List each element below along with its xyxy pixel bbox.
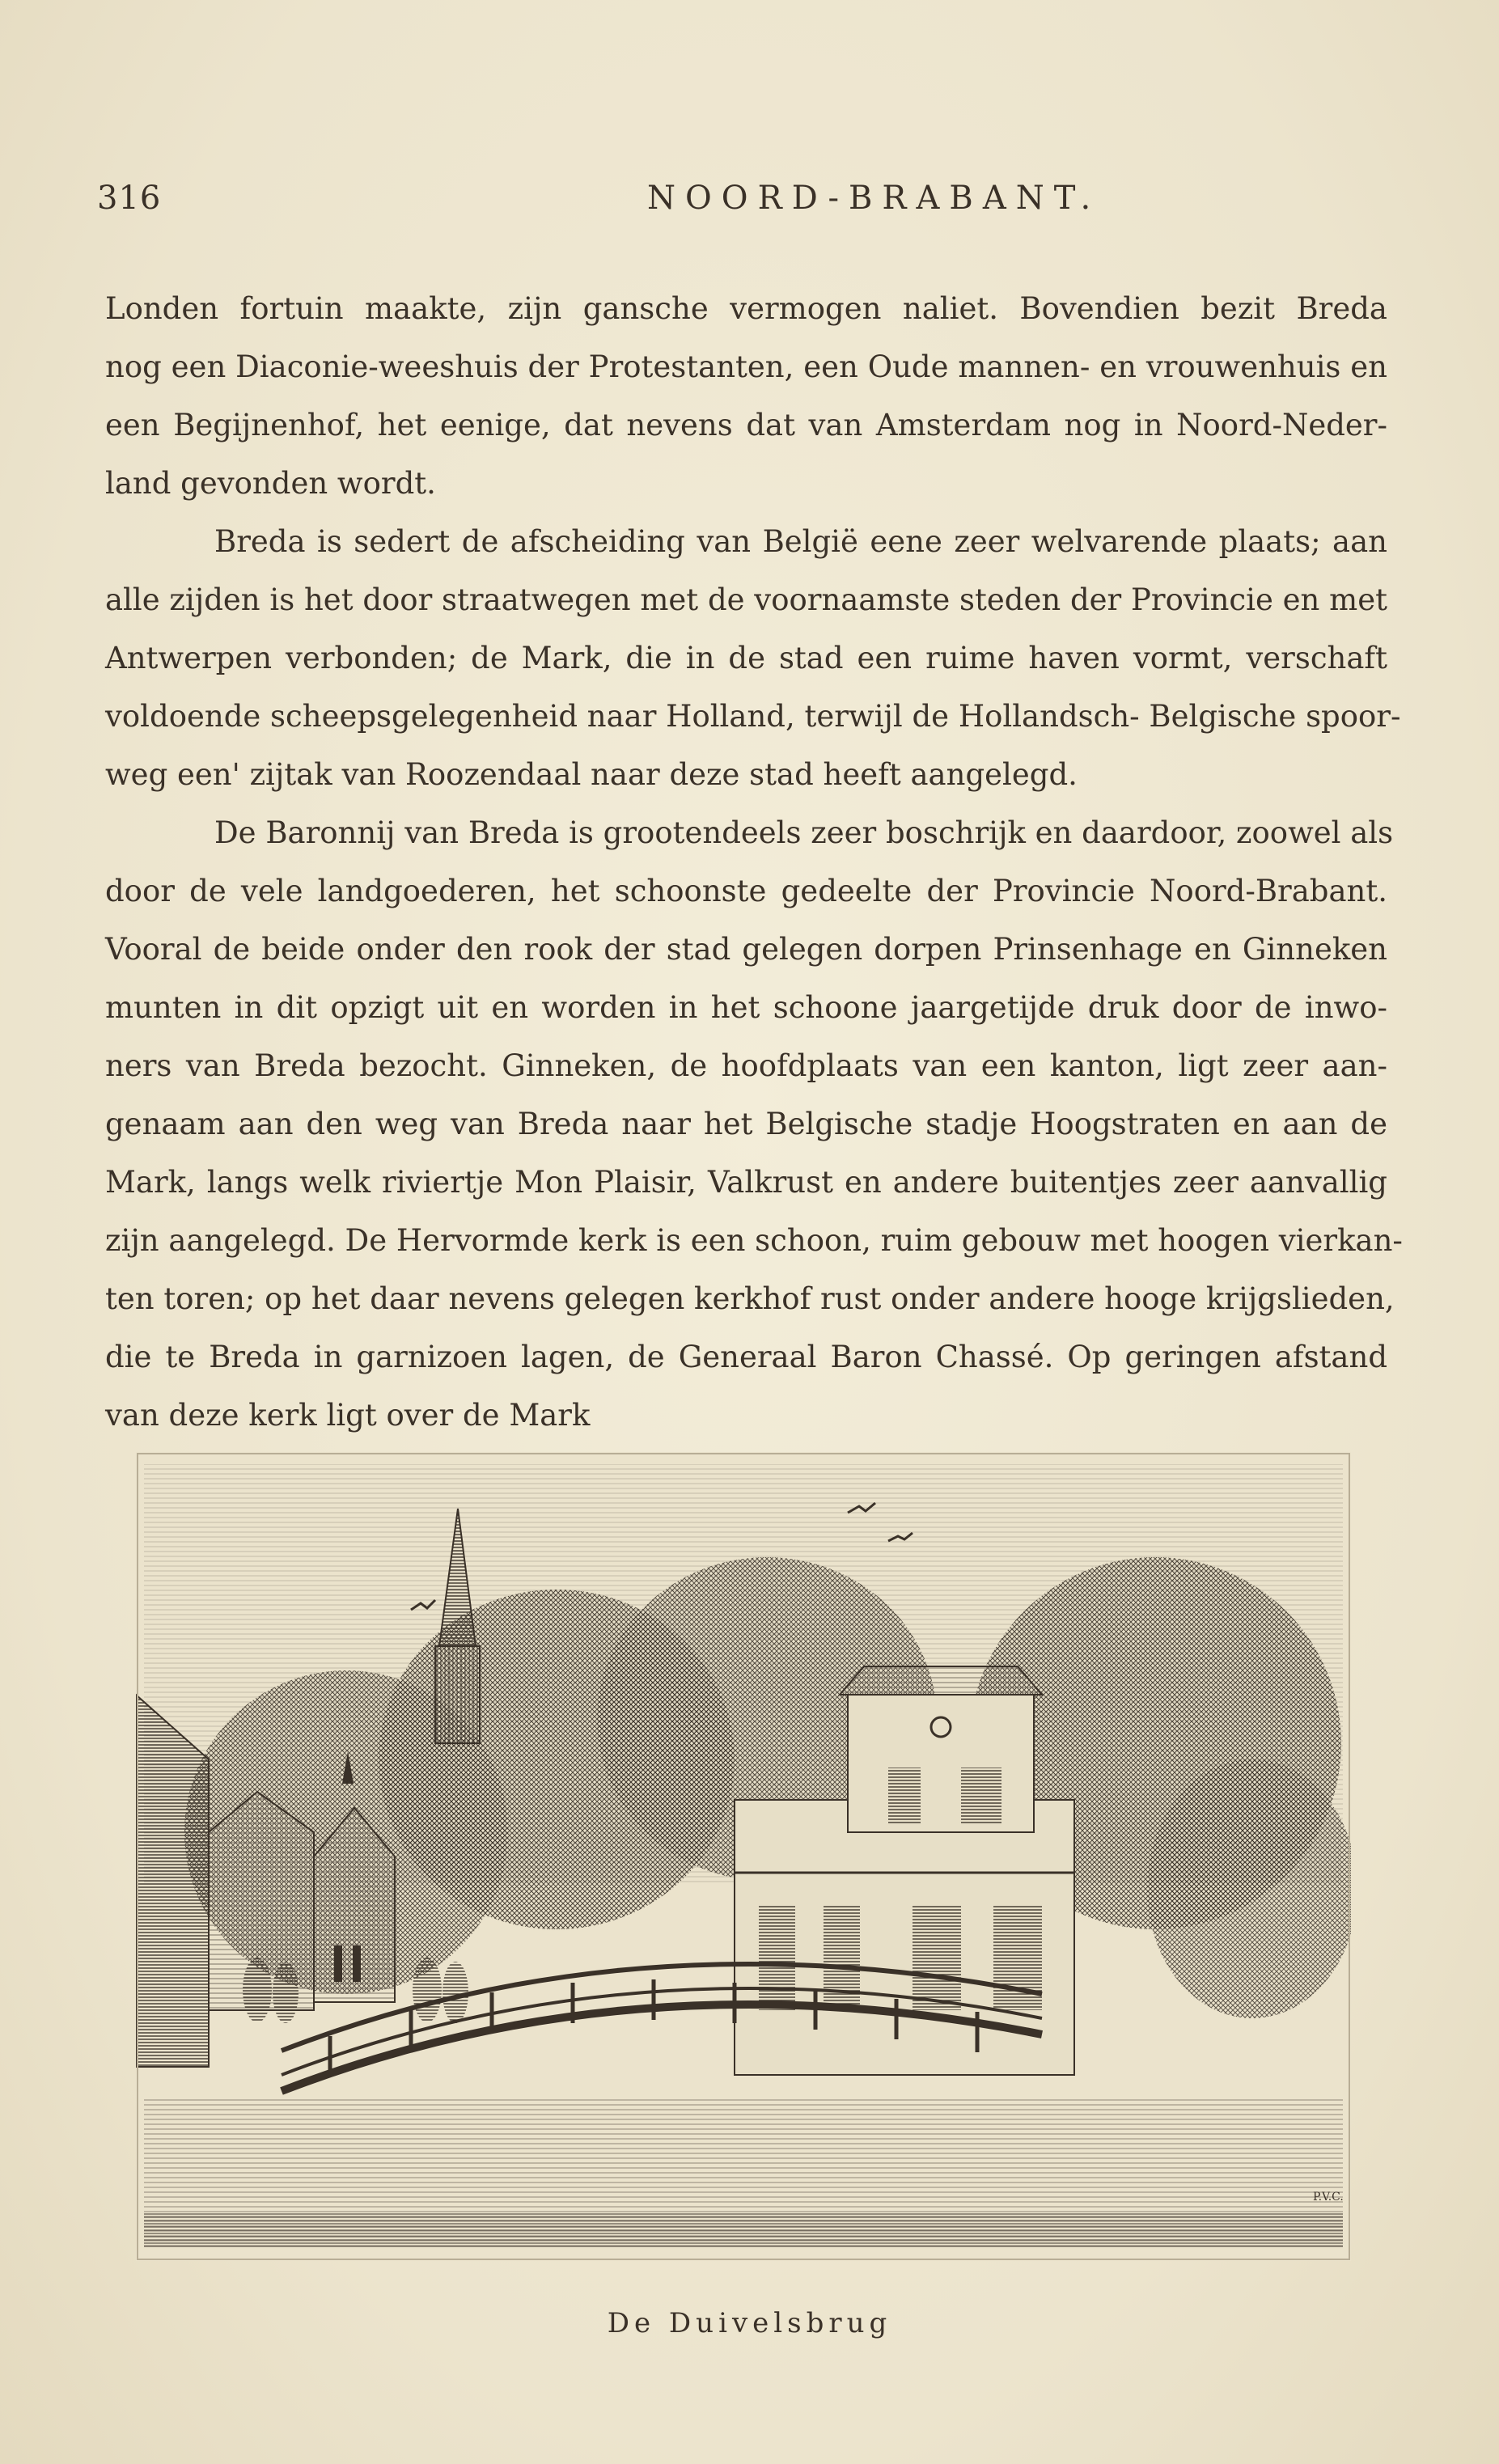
- text-line: De Baronnij van Breda is grootendeels zeer boschrijk en daardoor, zoowel als: [214, 815, 1394, 850]
- engraving-illustration: [136, 1452, 1351, 2261]
- text-line: een Begijnenhof, het eenige, dat nevens dat van Amsterdam nog in Noord-Neder-: [105, 408, 1387, 442]
- text-line: genaam aan den weg van Breda naar het Belgische stadje Hoogstraten en aan de: [105, 1107, 1387, 1141]
- running-title: NOORD-BRABANT.: [647, 180, 1101, 217]
- text-line: die te Breda in garnizoen lagen, de Generaal Baron Chassé. Op geringen afstand: [105, 1340, 1387, 1374]
- text-line: van deze kerk ligt over de Mark: [105, 1398, 591, 1433]
- engraving-drawing: [136, 1452, 1351, 2261]
- text-line: Vooral de beide onder den rook der stad gelegen dorpen Prinsenhage en Ginneken: [105, 932, 1387, 967]
- text-line: voldoende scheepsgelegenheid naar Holland, terwijl de Hollandsch- Belgische spoor-: [105, 699, 1401, 734]
- text-line: zijn aangelegd. De Hervormde kerk is een schoon, ruim gebouw met hoogen vierkan-: [105, 1223, 1403, 1258]
- body-text: [105, 280, 1403, 1445]
- figure-caption: De Duivelsbrug: [607, 2307, 892, 2339]
- text-line: Antwerpen verbonden; de Mark, die in de stad een ruime haven vormt, verschaft: [105, 641, 1387, 675]
- text-line: weg een' zijtak van Roozendaal naar deze stad heeft aangelegd.: [105, 757, 1078, 792]
- text-line: nog een Diaconie-weeshuis der Protestanten, een Oude mannen- en vrouwenhuis en: [105, 349, 1387, 384]
- text-line: Londen fortuin maakte, zijn gansche vermogen naliet. Bovendien bezit Breda: [105, 291, 1387, 326]
- text-line: ners van Breda bezocht. Ginneken, de hoofdplaats van een kanton, ligt zeer aan-: [105, 1048, 1387, 1083]
- page-number: 316: [97, 180, 162, 217]
- text-line: door de vele landgoederen, het schoonste gedeelte der Provincie Noord-Brabant.: [105, 874, 1387, 908]
- text-line: alle zijden is het door straatwegen met de voornaamste steden der Provincie en met: [105, 582, 1387, 617]
- text-line: land gevonden wordt.: [105, 466, 436, 501]
- text-line: ten toren; op het daar nevens gelegen kerkhof rust onder andere hooge krijgslieden,: [105, 1281, 1395, 1316]
- text-line: Mark, langs welk riviertje Mon Plaisir, Valkrust en andere buitentjes zeer aanvallig: [105, 1165, 1387, 1200]
- engraver-signature: P.V.C.: [1313, 2191, 1344, 2204]
- text-line: Breda is sedert de afscheiding van België eene zeer welvarende plaats; aan: [214, 524, 1387, 559]
- text-line: munten in dit opzigt uit en worden in het schoone jaargetijde druk door de inwo-: [105, 990, 1387, 1025]
- page-header: [97, 180, 1391, 228]
